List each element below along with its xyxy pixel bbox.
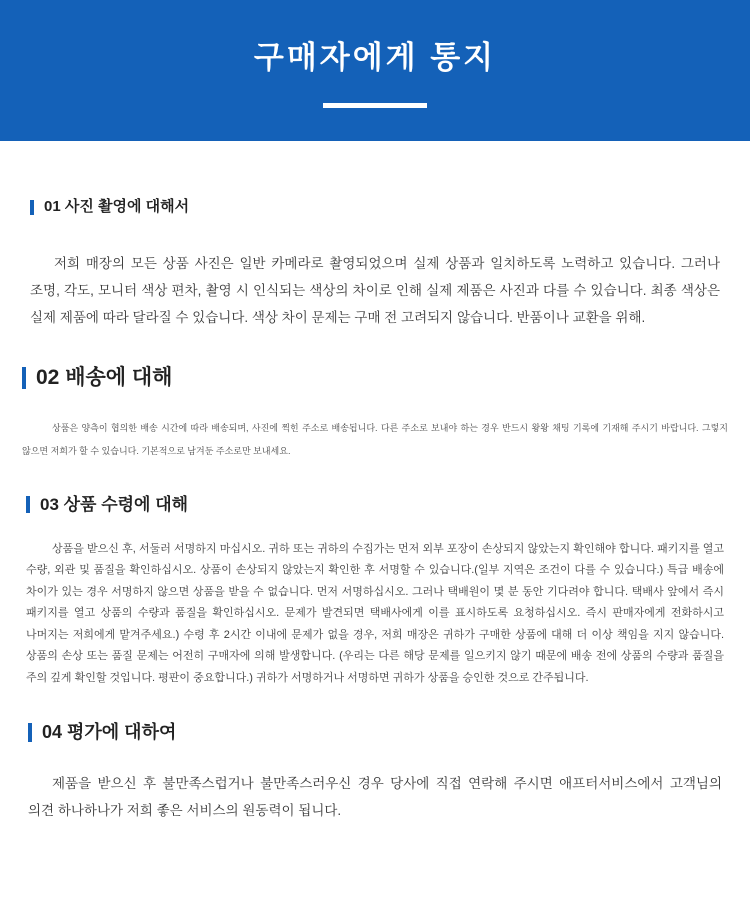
section-shipping xyxy=(20,365,730,464)
section-review-body: 제품을 받으신 후 불만족스럽거나 불만족스러우신 경우 당사에 직접 연락해 주시면 애프터서비스에서 고객님의 의견 하나하나가 저희 좋은 서비스의 원동력이 됩니다. xyxy=(28,775,722,818)
page-header-banner xyxy=(0,0,750,141)
section-receiving-body: 상품을 받으신 후, 서둘러 서명하지 마십시오. 귀하 또는 귀하의 수집가는 먼저 외부 포장이 손상되지 않았는지 확인해야 합니다. 패키지를 열고 수량, 외관 및 품질을 확인하십시오. 상품이 손상되지 않았는지 확인한 후 서명할 수 있습니다.(일부 지역은 조건이 다를 수 있습니다.) 특급 배송에 차이가 있는 경우 서명하지 않으면 상품을 받을 수 없습니다. 먼저 서명하십시오. 그러나 택배원이 몇 분 동안 기다려야 합니다. 택배사 앞에서 즉시 패키지를 열고 상품의 수량과 품질을 확인하십시오. 문제가 발견되면 택배사에게 이를 표시하도록 요청하십시오. 즉시 판매자에게 전화하시고 나머지는 저희에게 맡겨주세요.) 수령 후 2시간 이내에 문제가 없을 경우, 저희 매장은 귀하가 구매한 상품에 대해 더 이상 책임을 지지 않습니다. 상품의 손상 또는 품질 문제는 어전히 구매자에 의해 발생합니다. (우리는 다른 해당 문제를 일으키지 않기 때문에 배송 전에 상품의 수량과 품질을 주의 깊게 확인할 것입니다. 평판이 중요합니다.) 귀하가 서명하거나 서명하면 귀하가 상품을 승인한 것으로 간주됩니다. xyxy=(26,543,724,684)
section-photos-heading: 01 사진 촬영에 대해서 xyxy=(30,198,189,217)
section-shipping-body: 상품은 양측이 협의한 배송 시간에 따라 배송되며, 사진에 찍힌 주소로 배송됩니다. 다른 주소로 보내야 하는 경우 반드시 왕왕 채팅 기록에 기재해 주시기 바랍니다. 그렇지 않으면 저희가 할 수 있습니다. 기본적으로 남겨둔 주소로만 보내세요. xyxy=(22,423,728,457)
notice-content xyxy=(0,198,750,824)
section-photos xyxy=(20,198,730,331)
section-photos-body: 저희 매장의 모든 상품 사진은 일반 카메라로 촬영되었으며 실제 상품과 일치하도록 노력하고 있습니다. 그러나 조명, 각도, 모니터 색상 편차, 촬영 시 인식되는 색상의 차이로 인해 실제 제품은 사진과 다를 수 있습니다. 최종 색상은 실제 제품에 따라 달라질 수 있습니다. 색상 차이 문제는 구매 전 고려되지 않습니다. 반품이나 교환을 위해. xyxy=(30,255,720,325)
page-title: 구매자에게 통지 xyxy=(253,40,497,76)
section-receiving xyxy=(20,494,730,689)
title-underline-divider xyxy=(323,103,427,108)
section-review xyxy=(20,721,730,824)
section-shipping-heading: 02 배송에 대해 xyxy=(22,365,172,391)
section-receiving-heading: 03 상품 수령에 대해 xyxy=(26,494,188,515)
section-review-heading: 04 평가에 대하여 xyxy=(28,721,176,744)
